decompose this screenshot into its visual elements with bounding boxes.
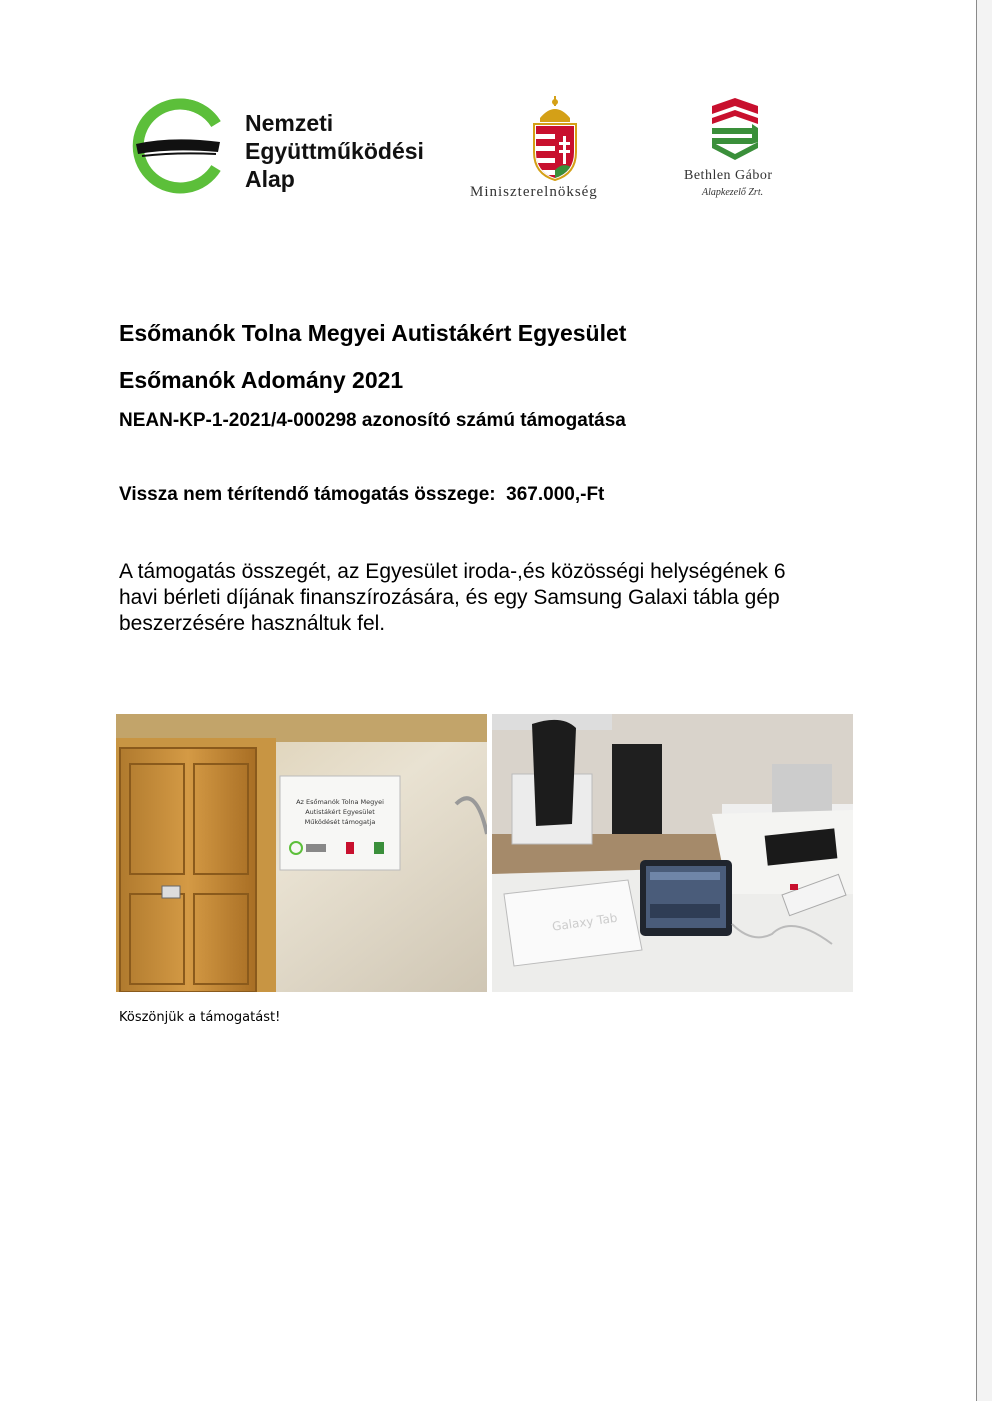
- body-line-2: havi bérleti díjának finanszírozására, és egy Samsung Galaxi tábla gép: [119, 586, 780, 609]
- body-line-3: beszerzésére használtuk fel.: [119, 612, 386, 635]
- photo-desk-tablet: [492, 714, 853, 992]
- ministry-name: Miniszterelnökség: [470, 184, 598, 200]
- nea-line-2: Együttműködési: [245, 138, 424, 164]
- nea-line-3: Alap: [245, 166, 295, 192]
- org-title: Esőmanók Tolna Megyei Autistákért Egyesület: [119, 320, 627, 346]
- nea-line-1: Nemzeti: [245, 110, 334, 136]
- body-line-1: A támogatás összegét, az Egyesület iroda-,és közösségi helységének 6: [119, 560, 786, 583]
- sign-line-2: Autistákért Egyesület: [305, 808, 375, 816]
- body-paragraph: [119, 559, 879, 637]
- bga-name: Bethlen Gábor: [684, 168, 773, 183]
- sign-line-3: Működését támogatja: [304, 818, 376, 826]
- sign-line-1: Az Esőmanók Tolna Megyei: [296, 798, 384, 806]
- photo-office-door: [116, 714, 487, 992]
- grant-id: NEAN-KP-1-2021/4-000298 azonosító számú támogatása: [119, 410, 626, 431]
- project-title: Esőmanók Adomány 2021: [119, 367, 404, 393]
- nea-logo-icon: [132, 96, 228, 196]
- box-label: Galaxy Tab: [551, 910, 619, 934]
- thanks-note: Köszönjük a támogatást!: [119, 1010, 281, 1025]
- page-margin: [977, 0, 992, 1401]
- grant-amount: Vissza nem térítendő támogatás összege: 367.000,-Ft: [119, 484, 605, 505]
- bga-logo-icon: [708, 98, 762, 162]
- bga-subtitle: Alapkezelő Zrt.: [702, 187, 764, 198]
- coat-of-arms-icon: [530, 96, 580, 182]
- nea-logo-text: [245, 109, 424, 193]
